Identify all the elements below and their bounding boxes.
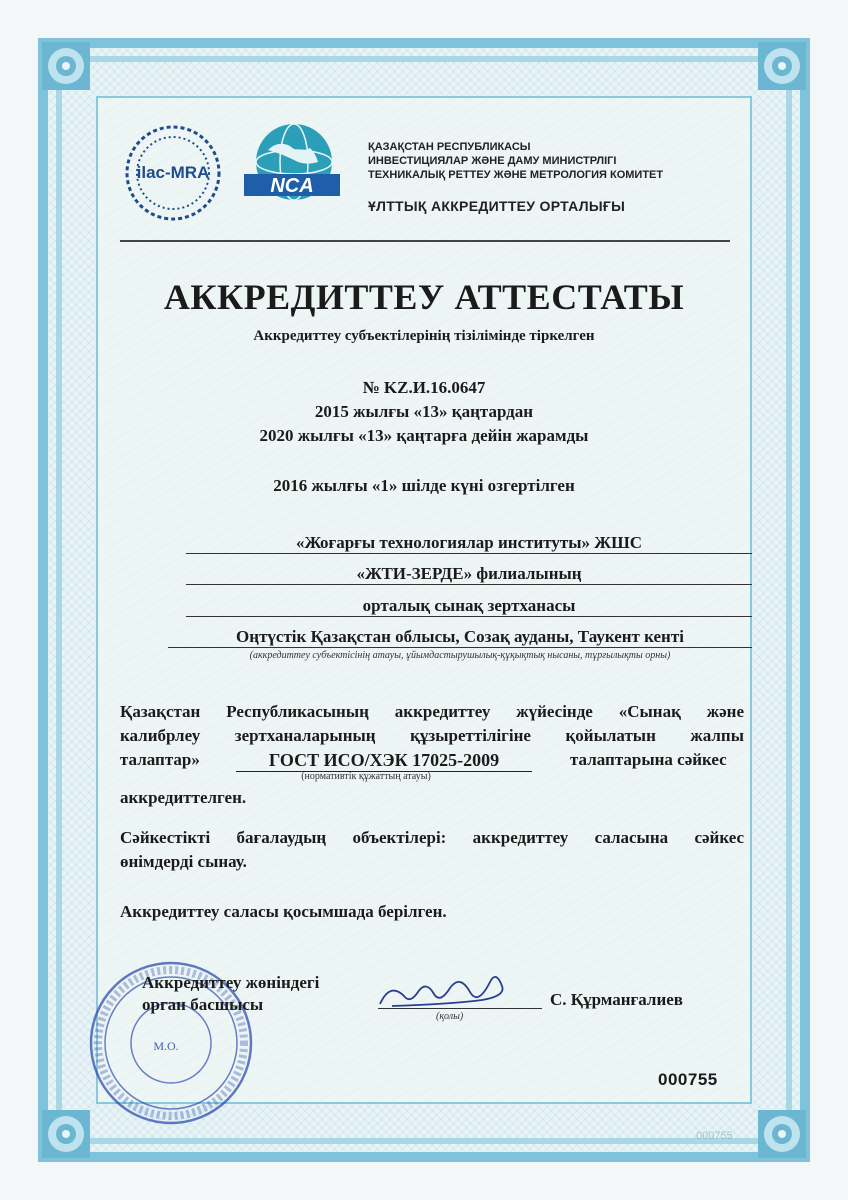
head-title-line: орган басшысы xyxy=(142,995,264,1014)
signature-line xyxy=(378,1008,542,1009)
body-line: өнімдерді сынау. xyxy=(120,852,247,871)
nca-globe-logo xyxy=(238,118,348,218)
head-title xyxy=(142,972,319,1016)
signature-caption: (қолы) xyxy=(436,1011,464,1022)
body-line: Аккредиттеу саласы қосымшада берілген. xyxy=(120,902,447,921)
body-line: аккредиттелген. xyxy=(120,788,247,807)
org-line: «Жоғарғы технологиялар институты» ЖШС xyxy=(295,533,643,552)
org-line: «ЖТИ-ЗЕРДЕ» филиалының xyxy=(356,564,582,583)
signer-name: С. Құрманғалиев xyxy=(550,990,683,1009)
ilac-mra-logo xyxy=(118,118,228,228)
serial-number-faint: 000755 xyxy=(696,1130,733,1142)
org-address: Оңтүстік Қазақстан облысы, Созақ ауданы, Таукент кенті xyxy=(236,627,684,646)
org-caption: (аккредиттеу субъектісінің атауы, ұйымдастырушылық-құқықтық нысаны, тұрғылықты орны) xyxy=(249,650,671,661)
svg-text:М.О.: М.О. xyxy=(153,1039,179,1053)
corner-ornament-icon xyxy=(754,1106,810,1162)
body-line: калибрлеу зертханаларының құзыреттілігіне қойылатын жалпы xyxy=(120,726,744,745)
standard-name: ГОСТ ИСО/ХЭК 17025-2009 xyxy=(236,750,532,772)
corner-ornament-icon xyxy=(754,38,810,94)
certificate-subtitle: Аккредиттеу субъектілерінің тізілімінде тіркелген xyxy=(253,328,595,344)
ministry-heading xyxy=(368,140,663,182)
org-underline xyxy=(168,647,752,648)
standard-caption: (нормативтік құжаттың атауы) xyxy=(301,771,431,782)
certificate-number: № KZ.И.16.0647 xyxy=(362,378,486,397)
body-line: Қазақстан Республикасының аккредиттеу жүйесінде «Сынақ және xyxy=(120,702,744,721)
changed-date: 2016 жылғы «1» шілде күні озгертілген xyxy=(273,476,575,495)
ministry-line: ТЕХНИКАЛЫҚ РЕТТЕУ ЖӘНЕ МЕТРОЛОГИЯ КОМИТЕТ xyxy=(368,169,664,181)
svg-text:NCA: NCA xyxy=(270,175,314,197)
body-line: талаптар» xyxy=(120,750,200,769)
certificate-title: АККРЕДИТТЕУ АТТЕСТАТЫ xyxy=(163,277,685,317)
org-line: орталық сынақ зертханасы xyxy=(362,596,576,615)
valid-to: 2020 жылғы «13» қаңтарға дейін жарамды xyxy=(259,426,589,445)
org-underline xyxy=(186,584,752,585)
header-divider xyxy=(120,240,730,242)
valid-from: 2015 жылғы «13» қаңтардан xyxy=(314,402,534,421)
serial-number: 000755 xyxy=(658,1070,718,1089)
accreditation-center-name: ҰЛТТЫҚ АККРЕДИТТЕУ ОРТАЛЫҒЫ xyxy=(368,198,626,214)
org-underline xyxy=(186,553,752,554)
org-underline xyxy=(186,616,752,617)
body-line: Сәйкестікті бағалаудың объектілері: аккредиттеу саласына сәйкес xyxy=(120,828,744,847)
body-line: талаптарына сәйкес xyxy=(570,750,727,769)
corner-ornament-icon xyxy=(38,38,94,94)
ministry-line: ИНВЕСТИЦИЯЛАР ЖӘНЕ ДАМУ МИНИСТРЛІГІ xyxy=(368,155,617,167)
head-title-line: Аккредиттеу жөніндегі xyxy=(142,973,320,992)
svg-text:ilac-MRA: ilac-MRA xyxy=(136,163,210,182)
ministry-line: ҚАЗАҚСТАН РЕСПУБЛИКАСЫ xyxy=(368,141,531,153)
